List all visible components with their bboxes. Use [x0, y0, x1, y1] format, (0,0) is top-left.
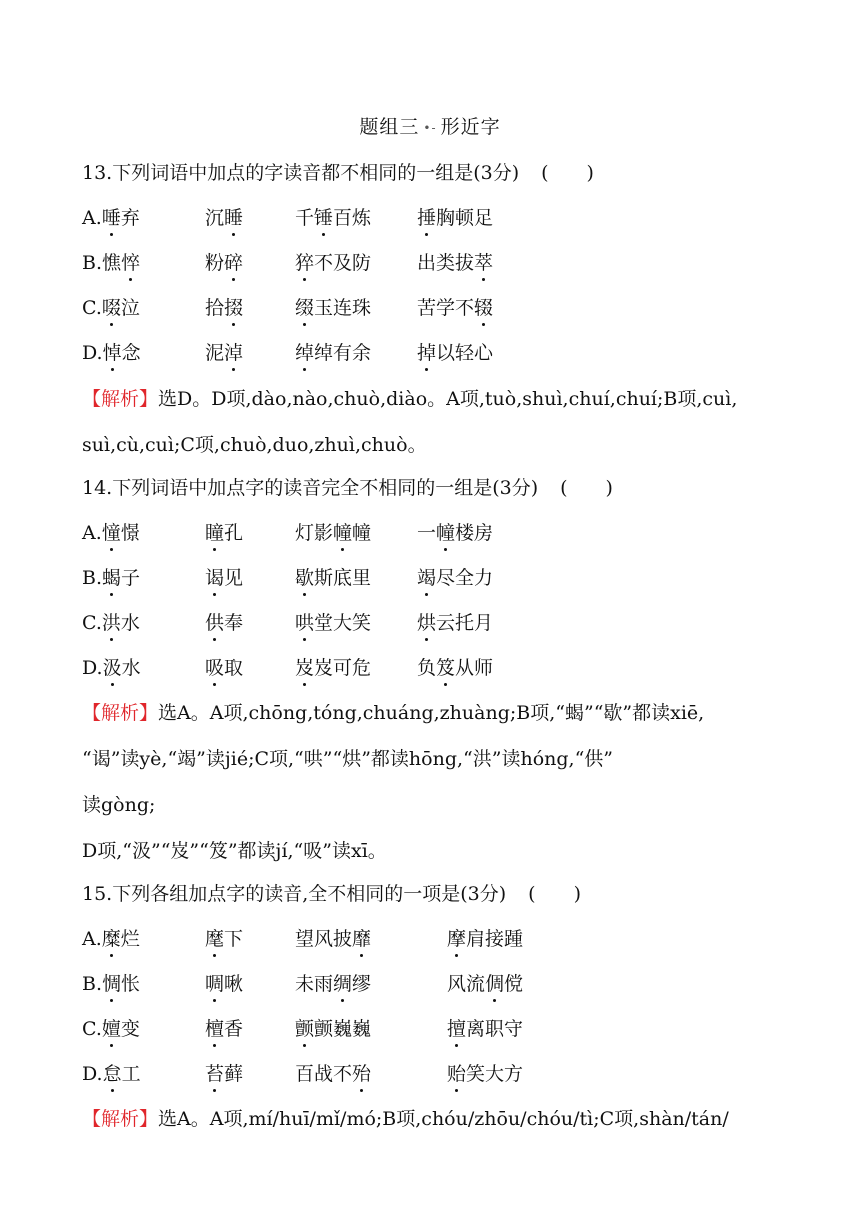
word-part: 香 [224, 1018, 244, 1040]
word-part: 辍 [474, 293, 493, 320]
word-part: 岌可危 [314, 657, 372, 679]
option-word [417, 608, 493, 635]
option-word [205, 1059, 243, 1086]
analysis-text: 选D。D项,dào,nào,chuò,diào。A项,tuò,shuì,chuí,chuí;B项,cuì, [158, 388, 738, 410]
word-part: 憧 [102, 518, 121, 545]
analysis-tag: 【解析】 [82, 1108, 159, 1130]
question-stem [82, 158, 594, 185]
option-word [205, 969, 243, 996]
option-word [205, 1014, 243, 1041]
word-part: 瞳 [205, 518, 224, 545]
option-word [417, 293, 493, 320]
option-word [447, 1059, 523, 1086]
word-part: 蝎 [102, 563, 121, 590]
option-word [82, 608, 140, 635]
analysis-text: 选A。A项,chōng,tóng,chuáng,zhuàng;B项,“蝎”“歇”都读xiē, [158, 702, 705, 724]
option-label: A. [82, 207, 102, 229]
answer-paren: ( ) [528, 883, 581, 905]
word-part: 碎 [224, 248, 243, 275]
word-part: 沉 [205, 207, 225, 229]
analysis-text: 读gòng; [82, 794, 156, 816]
word-part: 缀 [295, 293, 314, 320]
word-part: 不及防 [314, 252, 372, 274]
word-part: 麾 [205, 924, 224, 951]
word-part: 倜 [485, 969, 504, 996]
option-word [82, 248, 140, 275]
option-word [205, 338, 243, 365]
word-part: 汲 [103, 653, 122, 680]
option-word [295, 924, 371, 951]
analysis-text: suì,cù,cuì;C项,chuò,duo,zhuì,chuò。 [82, 434, 427, 456]
word-part: 摩 [447, 924, 466, 951]
word-part: 颤巍巍 [314, 1018, 372, 1040]
option-word [295, 293, 371, 320]
analysis-line [82, 790, 155, 817]
option-word [295, 338, 371, 365]
word-part: 萃 [474, 248, 493, 275]
word-part: 淖 [224, 338, 243, 365]
word-part: 水 [120, 612, 140, 634]
word-part: 掉 [417, 338, 436, 365]
word-part: 幢 [352, 522, 372, 544]
answer-paren: ( ) [541, 162, 594, 184]
word-part: 贻 [447, 1059, 466, 1086]
option-label: B. [82, 567, 103, 589]
analysis-text: “谒”读yè,“竭”读jié;C项,“哄”“烘”都读hōng,“洪”读hóng,“供” [82, 748, 613, 770]
word-part: 从师 [455, 657, 494, 679]
option-word [417, 563, 493, 590]
option-word [82, 338, 141, 365]
option-word [447, 969, 523, 996]
option-word [447, 1014, 523, 1041]
word-part: 念 [121, 342, 141, 364]
word-part: 离职守 [466, 1018, 524, 1040]
option-label: C. [82, 612, 102, 634]
word-part: 斯底里 [314, 567, 372, 589]
word-part: 怅 [121, 973, 141, 995]
option-word [295, 653, 371, 680]
option-label: D. [82, 657, 103, 679]
section-title-left: 题组三 [359, 116, 420, 138]
word-part: 苦学不 [417, 297, 475, 319]
analysis-text: 选A。A项,mí/huī/mǐ/mó;B项,chóu/zhōu/chóu/tì;C项,shàn/tán/ [158, 1108, 729, 1130]
analysis-line [82, 1104, 729, 1131]
option-word [82, 924, 140, 951]
option-label: B. [82, 252, 103, 274]
option-word [295, 1014, 371, 1041]
word-part: 缪 [352, 973, 372, 995]
option-word [205, 563, 243, 590]
option-word [295, 248, 371, 275]
word-part: 嬗 [102, 1014, 121, 1041]
word-part: 见 [224, 567, 244, 589]
word-part: 笈 [436, 653, 455, 680]
option-label: C. [82, 297, 102, 319]
question-text: 14.下列词语中加点字的读音完全不相同的一组是(3分) [82, 477, 539, 499]
option-word [417, 203, 493, 230]
word-part: 孔 [224, 522, 244, 544]
word-part: 千 [295, 207, 315, 229]
word-part: 怠 [103, 1059, 122, 1086]
word-part: 檀 [205, 1014, 224, 1041]
word-part: 吸 [205, 653, 224, 680]
section-title [0, 112, 860, 139]
word-part: 睡 [224, 203, 243, 230]
word-part: 唾 [102, 203, 121, 230]
word-part: 啾 [224, 973, 244, 995]
option-word [82, 563, 140, 590]
option-word [205, 924, 243, 951]
word-part: 竭 [417, 563, 436, 590]
word-part: 岌 [295, 653, 314, 680]
word-part: 供 [205, 608, 224, 635]
word-part: 百战不 [295, 1063, 353, 1085]
word-part: 烘 [417, 608, 436, 635]
word-part: 堂大笑 [314, 612, 372, 634]
word-part: 子 [121, 567, 141, 589]
word-part: 风流 [447, 973, 486, 995]
option-word [205, 518, 243, 545]
word-part: 云托月 [436, 612, 494, 634]
word-part: 猝 [295, 248, 314, 275]
analysis-tag: 【解析】 [82, 702, 159, 724]
option-label: B. [82, 973, 103, 995]
word-part: 以轻心 [436, 342, 494, 364]
word-part: 奉 [224, 612, 244, 634]
word-part: 惆 [102, 969, 121, 996]
option-word [295, 969, 371, 996]
word-part: 啜 [102, 293, 121, 320]
word-part: 憔 [102, 252, 122, 274]
word-part: 工 [121, 1063, 141, 1085]
analysis-line [82, 384, 737, 411]
analysis-line [82, 698, 704, 725]
word-part: 殆 [352, 1059, 371, 1086]
word-part: 藓 [224, 1063, 244, 1085]
word-part: 百炼 [333, 207, 372, 229]
word-part: 泥 [205, 342, 225, 364]
word-part: 幢 [436, 518, 455, 545]
word-part: 悼 [103, 338, 122, 365]
word-part: 掇 [224, 293, 243, 320]
option-label: A. [82, 928, 102, 950]
answer-paren: ( ) [560, 477, 613, 499]
option-word [82, 653, 141, 680]
word-part: 幢 [333, 518, 352, 545]
word-part: 颤 [295, 1014, 314, 1041]
question-stem [82, 879, 581, 906]
option-word [295, 1059, 371, 1086]
question-text: 13.下列词语中加点的字读音都不相同的一组是(3分) [82, 162, 520, 184]
word-part: 弃 [120, 207, 140, 229]
word-part: 捶 [417, 203, 436, 230]
word-part: 糜 [102, 924, 121, 951]
word-part: 肩接踵 [466, 928, 524, 950]
word-part: 苔 [205, 1059, 224, 1086]
option-word [417, 653, 493, 680]
word-part: 玉连珠 [314, 297, 372, 319]
word-part: 出类拔 [417, 252, 475, 274]
option-word [82, 518, 140, 545]
option-word [205, 653, 243, 680]
word-part: 锤 [314, 203, 333, 230]
option-word [417, 518, 493, 545]
option-word [82, 203, 140, 230]
word-part: 烂 [120, 928, 140, 950]
option-label: C. [82, 1018, 102, 1040]
word-part: 泣 [120, 297, 140, 319]
question-text: 15.下列各组加点字的读音,全不相同的一项是(3分) [82, 883, 507, 905]
word-part: 取 [224, 657, 244, 679]
option-label: A. [82, 522, 102, 544]
option-word [82, 1014, 140, 1041]
analysis-tag: 【解析】 [82, 388, 159, 410]
question-stem [82, 473, 613, 500]
word-part: 一 [417, 522, 437, 544]
word-part: 尽全力 [436, 567, 494, 589]
option-word [295, 518, 371, 545]
analysis-line [82, 430, 427, 457]
word-part: 笑大方 [466, 1063, 524, 1085]
word-part: 下 [224, 928, 244, 950]
word-part: 绸 [333, 969, 352, 996]
section-title-right: 形近字 [440, 116, 501, 138]
analysis-line [82, 836, 387, 863]
word-part: 擅 [447, 1014, 466, 1041]
word-part: 谒 [205, 563, 224, 590]
word-part: 洪 [102, 608, 121, 635]
option-word [205, 203, 243, 230]
analysis-text: D项,“汲”“岌”“笈”都读jí,“吸”读xī。 [82, 840, 387, 862]
word-part: 悴 [121, 248, 140, 275]
separator-icon: •- [423, 121, 437, 135]
word-part: 绰 [295, 338, 314, 365]
word-part: 傥 [504, 973, 524, 995]
word-part: 靡 [352, 924, 371, 951]
word-part: 楼房 [455, 522, 494, 544]
option-word [205, 248, 243, 275]
option-word [205, 608, 243, 635]
word-part: 啁 [205, 969, 224, 996]
word-part: 水 [121, 657, 141, 679]
option-word [295, 203, 371, 230]
option-word [447, 924, 523, 951]
word-part: 歇 [295, 563, 314, 590]
option-word [82, 1059, 141, 1086]
word-part: 憬 [120, 522, 140, 544]
option-word [417, 338, 493, 365]
word-part: 灯影 [295, 522, 334, 544]
word-part: 变 [120, 1018, 140, 1040]
word-part: 绰有余 [314, 342, 372, 364]
word-part: 胸顿足 [436, 207, 494, 229]
option-label: D. [82, 342, 103, 364]
option-word [82, 969, 140, 996]
analysis-line [82, 744, 613, 771]
option-word [205, 293, 243, 320]
word-part: 拾 [205, 297, 225, 319]
word-part: 哄 [295, 608, 314, 635]
option-label: D. [82, 1063, 103, 1085]
word-part: 未雨 [295, 973, 334, 995]
word-part: 望风披 [295, 928, 353, 950]
option-word [295, 563, 371, 590]
option-word [295, 608, 371, 635]
option-word [82, 293, 140, 320]
word-part: 负 [417, 657, 437, 679]
word-part: 粉 [205, 252, 225, 274]
option-word [417, 248, 493, 275]
